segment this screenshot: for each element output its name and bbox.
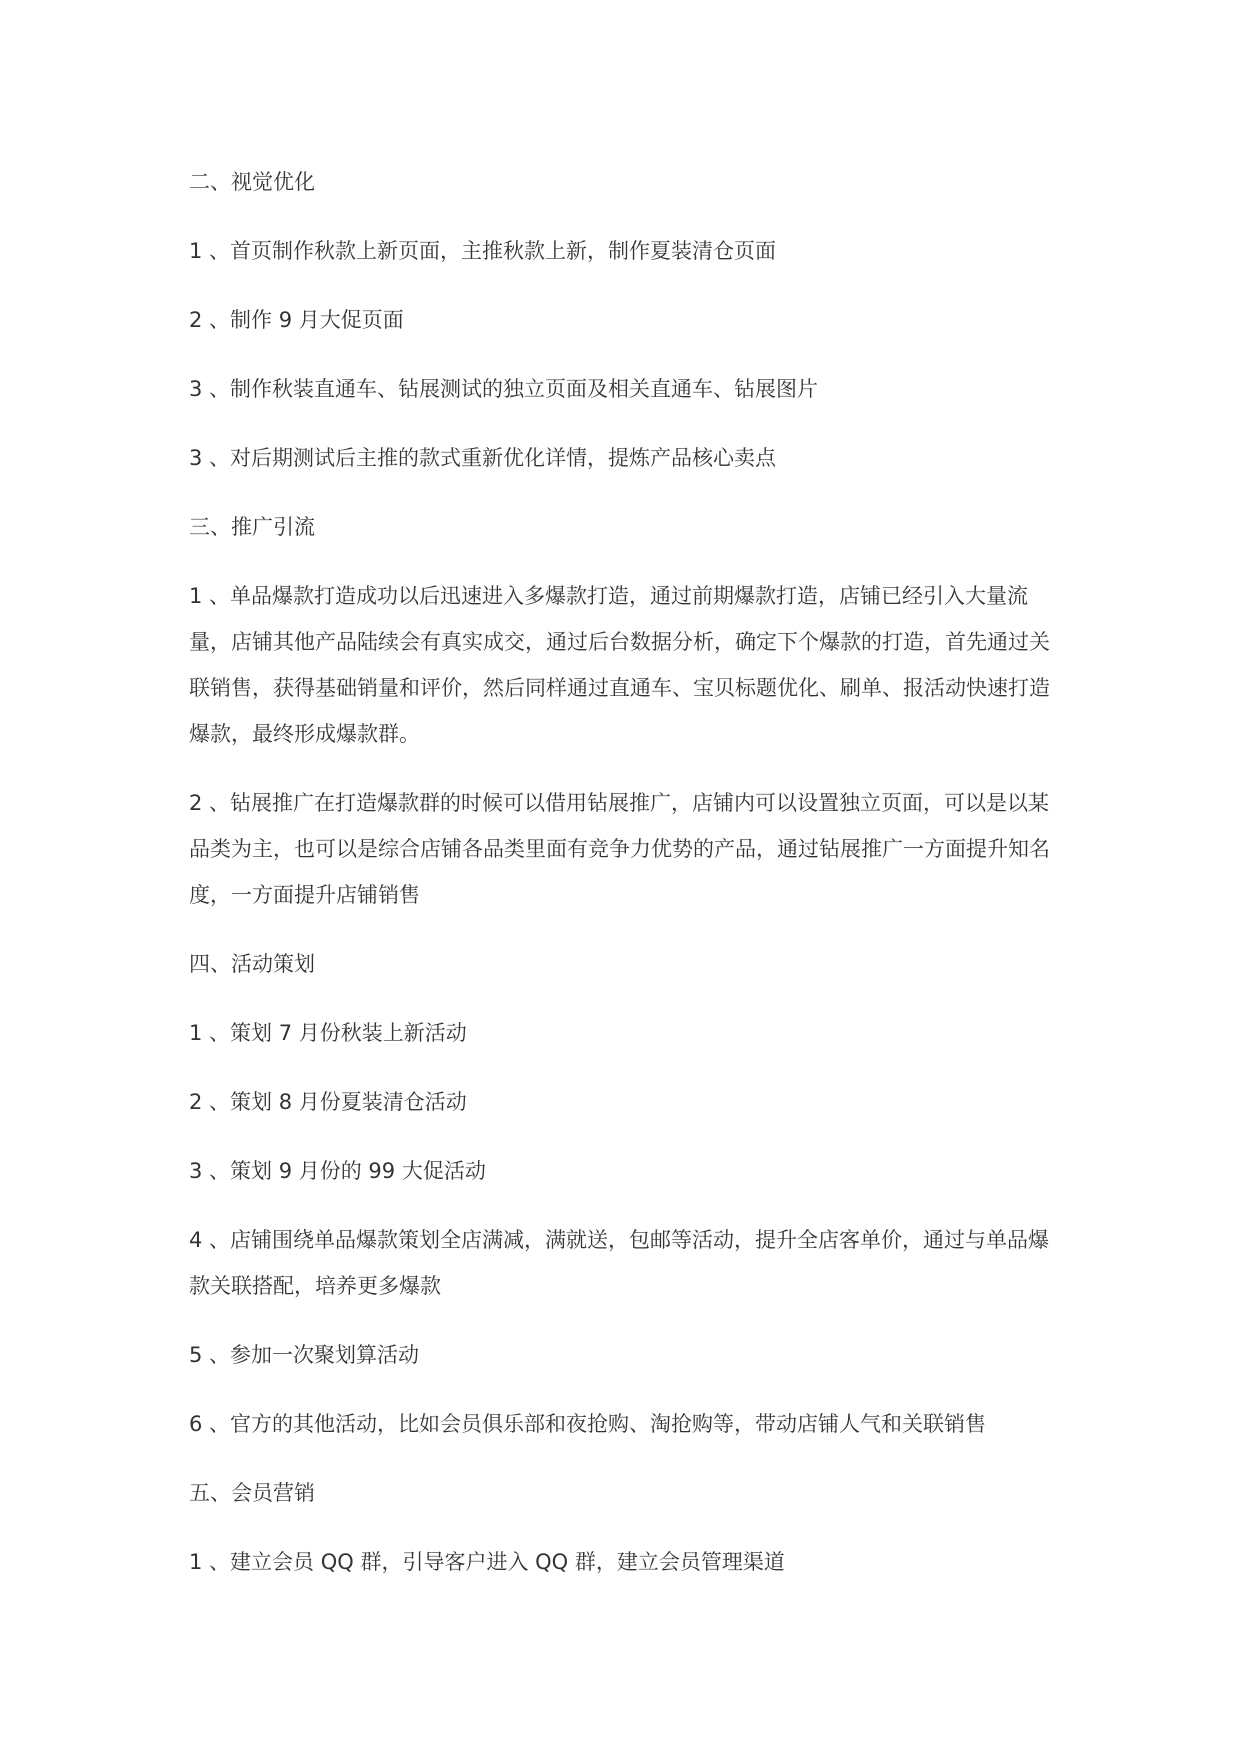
paragraph: 2 、策划 8 月份夏装清仓活动 <box>189 1090 467 1114</box>
paragraph: 1 、单品爆款打造成功以后迅速进入多爆款打造，通过前期爆款打造，店铺已经引入大量流量，店铺其他产品陆续会有真实成交，通过后台数据分析，确定下个爆款的打造，首先通过关联销售，获得基础销量和评价，然后同样通过直通车、宝贝标题优化、刷单、报活动快速打造爆款，最终形成爆款群。 <box>189 584 1050 746</box>
paragraph: 2 、制作 9 月大促页面 <box>189 308 404 332</box>
paragraph: 3 、制作秋装直通车、钻展测试的独立页面及相关直通车、钻展图片 <box>189 377 819 401</box>
section-heading-member-marketing: 五、会员营销 <box>189 1481 315 1505</box>
paragraph: 1 、策划 7 月份秋装上新活动 <box>189 1021 467 1045</box>
paragraph: 6 、官方的其他活动，比如会员俱乐部和夜抢购、淘抢购等，带动店铺人气和关联销售 <box>189 1412 987 1436</box>
paragraph: 3 、策划 9 月份的 99 大促活动 <box>189 1159 486 1183</box>
document-page <box>189 0 1069 1754</box>
paragraph: 1 、首页制作秋款上新页面，主推秋款上新，制作夏装清仓页面 <box>189 239 777 263</box>
paragraph: 1 、建立会员 QQ 群，引导客户进入 QQ 群，建立会员管理渠道 <box>189 1550 785 1574</box>
paragraph: 5 、参加一次聚划算活动 <box>189 1343 420 1367</box>
section-heading-activity-planning: 四、活动策划 <box>189 952 315 976</box>
paragraph: 4 、店铺围绕单品爆款策划全店满减，满就送，包邮等活动，提升全店客单价，通过与单品爆款关联搭配，培养更多爆款 <box>189 1228 1050 1298</box>
section-heading-visual-optimization: 二、视觉优化 <box>189 170 315 194</box>
section-heading-promotion: 三、推广引流 <box>189 515 315 539</box>
paragraph: 2 、钻展推广在打造爆款群的时候可以借用钻展推广，店铺内可以设置独立页面，可以是以某品类为主，也可以是综合店铺各品类里面有竞争力优势的产品，通过钻展推广一方面提升知名度，一方面提升店铺销售 <box>189 791 1050 907</box>
paragraph: 3 、对后期测试后主推的款式重新优化详情，提炼产品核心卖点 <box>189 446 777 470</box>
